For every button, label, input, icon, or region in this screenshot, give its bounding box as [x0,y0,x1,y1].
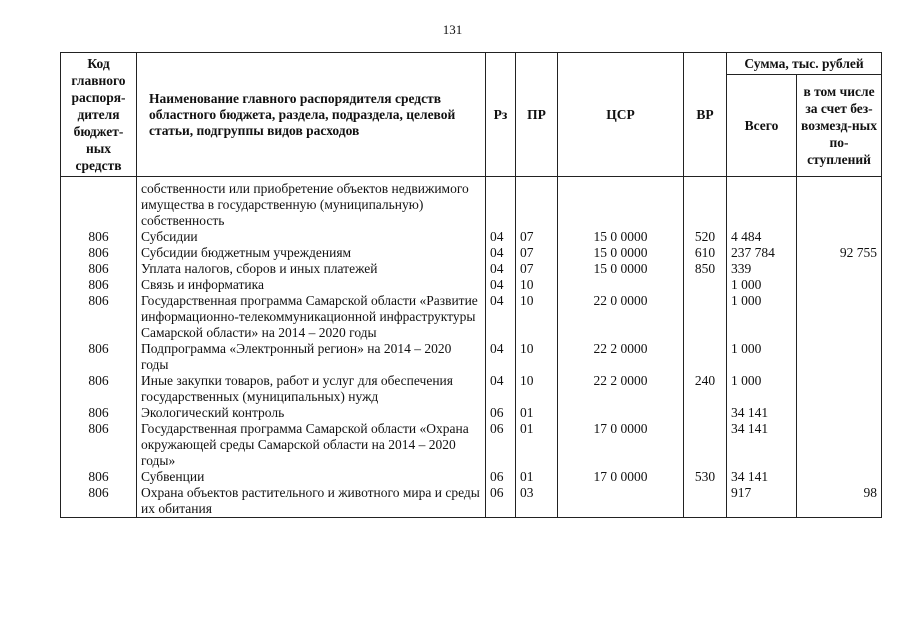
cell-csr [558,485,684,518]
cell-pr: 10 [516,277,558,293]
header-total: Всего [727,75,797,177]
cell-code: 806 [61,341,137,373]
cell-csr [558,177,684,230]
cell-code: 806 [61,485,137,518]
cell-total: 1 000 [727,293,797,341]
cell-free [797,277,882,293]
cell-pr [516,177,558,230]
cell-free [797,405,882,421]
cell-csr: 17 0 0000 [558,421,684,469]
cell-code: 806 [61,277,137,293]
cell-rz: 04 [486,293,516,341]
page-number: 131 [442,22,463,37]
cell-vr [684,277,727,293]
cell-rz: 04 [486,341,516,373]
cell-code: 806 [61,261,137,277]
cell-total: 1 000 [727,341,797,373]
table-row [61,469,882,485]
cell-name: Государственная программа Самарской области «Охрана окружающей среды Самарской области на 2014 – 2020 годы» [137,421,486,469]
table-row [61,261,882,277]
cell-pr: 07 [516,261,558,277]
cell-rz: 04 [486,373,516,405]
cell-free [797,421,882,469]
cell-code: 806 [61,421,137,469]
cell-free: 98 [797,485,882,518]
cell-total: 237 784 [727,245,797,261]
table-row [61,229,882,245]
table-row [61,341,882,373]
cell-total [727,177,797,230]
cell-free [797,229,882,245]
header-sum: Сумма, тыс. рублей [727,53,882,75]
cell-vr: 850 [684,261,727,277]
cell-rz: 04 [486,229,516,245]
cell-name: собственности или приобретение объектов недвижимого имущества в государственную (муниципальную) собственность [137,177,486,230]
table-row [61,373,882,405]
cell-pr: 10 [516,373,558,405]
header-name: Наименование главного распорядителя средств областного бюджета, раздела, подраздела, целевой статьи, подгруппы видов расходов [137,53,486,177]
cell-name: Иные закупки товаров, работ и услуг для обеспечения государственных (муниципальных) нужд [137,373,486,405]
cell-rz: 06 [486,469,516,485]
cell-vr [684,293,727,341]
table-row [61,405,882,421]
cell-name: Связь и информатика [137,277,486,293]
table-row [61,245,882,261]
cell-free: 92 755 [797,245,882,261]
cell-free [797,469,882,485]
cell-code: 806 [61,229,137,245]
cell-csr: 22 0 0000 [558,293,684,341]
cell-total: 34 141 [727,469,797,485]
table-row [61,485,882,518]
header-vr: ВР [684,53,727,177]
cell-csr: 15 0 0000 [558,261,684,277]
cell-name: Уплата налогов, сборов и иных платежей [137,261,486,277]
cell-free [797,341,882,373]
cell-csr: 15 0 0000 [558,229,684,245]
cell-pr: 01 [516,469,558,485]
header-pr: ПР [516,53,558,177]
cell-csr: 17 0 0000 [558,469,684,485]
cell-code: 806 [61,293,137,341]
cell-free [797,373,882,405]
cell-code: 806 [61,245,137,261]
cell-total: 1 000 [727,277,797,293]
cell-csr: 22 2 0000 [558,341,684,373]
cell-rz: 06 [486,421,516,469]
cell-vr: 610 [684,245,727,261]
cell-total: 34 141 [727,405,797,421]
table-row [61,177,882,230]
cell-free [797,261,882,277]
cell-total: 4 484 [727,229,797,245]
cell-vr [684,421,727,469]
cell-total: 917 [727,485,797,518]
cell-csr [558,405,684,421]
cell-name: Охрана объектов растительного и животного мира и среды их обитания [137,485,486,518]
table-row [61,293,882,341]
cell-rz: 04 [486,261,516,277]
cell-code: 806 [61,373,137,405]
cell-rz [486,177,516,230]
cell-pr: 07 [516,245,558,261]
cell-pr: 01 [516,421,558,469]
cell-name: Субвенции [137,469,486,485]
cell-name: Подпрограмма «Электронный регион» на 2014 – 2020 годы [137,341,486,373]
cell-pr: 01 [516,405,558,421]
cell-csr [558,277,684,293]
cell-code: 806 [61,469,137,485]
cell-code [61,177,137,230]
cell-rz: 06 [486,405,516,421]
cell-pr: 10 [516,341,558,373]
cell-csr: 15 0 0000 [558,245,684,261]
cell-free [797,177,882,230]
cell-name: Субсидии [137,229,486,245]
cell-total: 1 000 [727,373,797,405]
cell-vr [684,341,727,373]
cell-rz: 04 [486,277,516,293]
cell-name: Экологический контроль [137,405,486,421]
header-code: Код главного распоря-дителя бюджет-ных средств [61,53,137,177]
cell-vr: 240 [684,373,727,405]
cell-vr: 520 [684,229,727,245]
cell-vr [684,177,727,230]
cell-pr: 03 [516,485,558,518]
cell-name: Государственная программа Самарской области «Развитие информационно-телекоммуникационной инфраструктуры Самарской области» на 2014 – 2020 годы [137,293,486,341]
cell-total: 339 [727,261,797,277]
cell-free [797,293,882,341]
table-row [61,421,882,469]
cell-rz: 06 [486,485,516,518]
table-row [61,277,882,293]
cell-vr [684,485,727,518]
header-csr: ЦСР [558,53,684,177]
cell-total: 34 141 [727,421,797,469]
cell-pr: 10 [516,293,558,341]
cell-vr: 530 [684,469,727,485]
cell-name: Субсидии бюджетным учреждениям [137,245,486,261]
cell-csr: 22 2 0000 [558,373,684,405]
header-free: в том числе за счет без-возмезд-ных по-ступлений [797,75,882,177]
header-rz: Рз [486,53,516,177]
cell-pr: 07 [516,229,558,245]
cell-code: 806 [61,405,137,421]
cell-vr [684,405,727,421]
cell-rz: 04 [486,245,516,261]
budget-table [60,52,882,518]
